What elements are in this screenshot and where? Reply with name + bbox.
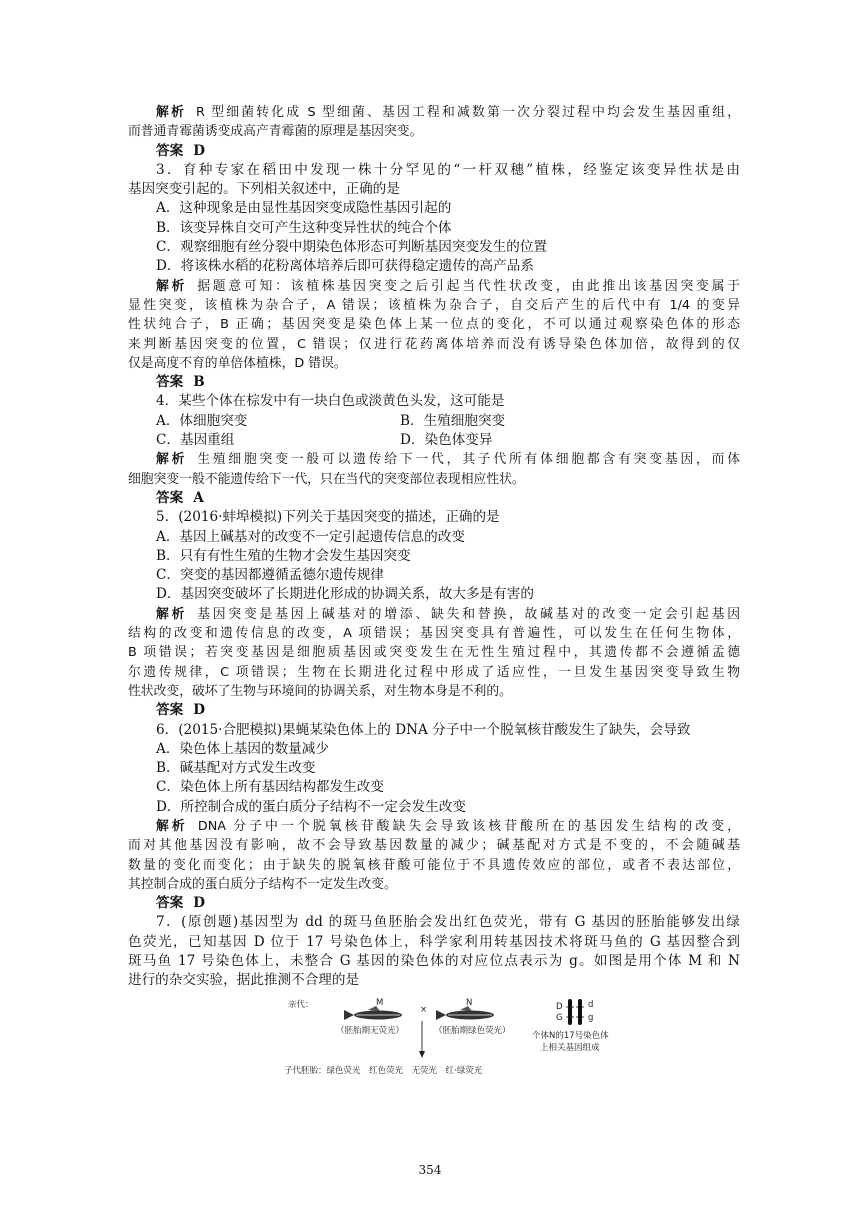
question-line [128,971,740,990]
line-text: 而对其他基因没有影响，故不会导致基因数量的减少；碱基配对方式是不变的，不会随碱基 [128,838,740,854]
analysis-line [128,470,740,489]
page-number: 354 [418,1163,442,1177]
line-text: 性状纯合子，B 正确；基因突变是染色体上某一位点的变化，不可以通过观察染色体的形态 [128,317,740,333]
answer-line [128,142,740,161]
analysis-tag: 解析 [156,105,187,120]
analysis-line [128,875,740,894]
chrom-d-label: d [588,999,594,1010]
line-text: D．将该株水稻的花粉离体培养后即可获得稳定遗传的高产品系 [156,258,534,275]
cross-diagram [128,993,740,1081]
line-text: C．突变的基因都遵循孟德尔遗传规律 [156,567,384,584]
analysis-line [128,836,740,855]
line-text: 其控制合成的蛋白质分子结构不一定发生改变。 [128,876,397,892]
line-text: 仅是高度不育的单倍体植株，D 错误。 [128,355,347,371]
page-content [128,103,740,1081]
option-text: C．基因重组 [156,432,235,449]
question-line [128,392,740,411]
line-text: B．只有有性生殖的生物才会发生基因突变 [156,547,411,564]
line-text: 据题意可知：该植株基因突变之后引起当代性状改变，由此推出该基因突变属于 [197,278,740,294]
option-line [128,798,740,817]
option-line [128,778,740,797]
line-text: 斑马鱼 17 号染色体上，未整合 G 基因的染色体的对应位点表示为 g。如图是用个体 M 和 N [128,953,740,970]
question-line [128,508,740,527]
arrow-down-icon [419,1021,425,1058]
line-text: 数量的变化而变化；由于缺失的脱氧核苷酸可能位于不具遗传效应的部位，或者不表达部位， [128,857,740,873]
line-text: D [193,702,205,719]
analysis-line [128,624,740,643]
option-line [128,566,740,585]
line-text: 基因突变引起的。下列相关叙述中，正确的是 [128,181,400,198]
line-text: 基因突变是基因上碱基对的增添、缺失和替换，故碱基对的改变一定会引起基因 [197,606,740,622]
line-text: C．染色体上所有基因结构都发生改变 [156,779,384,796]
line-text: 4．某些个体在棕发中有一块白色或淡黄色头发，这可能是 [156,393,505,410]
analysis-line [128,296,740,315]
answer-line [128,489,740,508]
option-text: D．染色体变异 [400,432,493,449]
answer-line [128,373,740,392]
option-line [128,759,740,778]
question-line [128,913,740,932]
answer-line [128,894,740,913]
analysis-line [128,315,740,334]
line-text: A．染色体上基因的数量减少 [156,740,329,757]
question-line [128,180,740,199]
line-text: D．基因突变破坏了长期进化形成的协调关系，故大多是有害的 [156,586,534,603]
line-text: D [193,142,205,159]
option-line [128,547,740,566]
option-line [128,585,740,604]
analysis-line [128,817,740,836]
line-text: 性状改变，破坏了生物与环境间的协调关系，对生物本身是不利的。 [128,683,512,699]
line-text: 5．(2016·蚌埠模拟)下列关于基因突变的描述，正确的是 [156,509,500,526]
line-text: A [193,489,204,506]
analysis-line [128,103,740,122]
line-text: B 项错误；若突变基因是细胞质基因或突变发生在无性生殖过程中，其遗传都不会遵循孟德 [128,645,740,661]
question-line [128,721,740,740]
chrom-caption-2: 上相关基因组成 [540,1042,600,1053]
line-text: C．观察细胞有丝分裂中期染色体形态可判断基因突变发生的位置 [156,239,548,256]
option-line [128,528,740,547]
line-text: 3．育种专家在稻田中发现一株十分罕见的“一杆双穗”植株，经鉴定该变异性状是由 [156,161,740,178]
line-text: 色荧光，已知基因 D 位于 17 号染色体上，科学家利用转基因技术将斑马鱼的 G 基因整合到 [128,933,740,950]
question-line [128,952,740,971]
cross-symbol: × [420,1004,428,1015]
answer-tag: 答案 [156,374,184,391]
line-text: B．碱基配对方式发生改变 [156,760,316,777]
line-text: R 型细菌转化成 S 型细菌、基因工程和减数第一次分裂过程中均会发生基因重组， [196,105,740,120]
cross-figure [128,993,740,1081]
line-text: B．该变异株自交可产生这种变异性状的纯合个体 [156,219,452,236]
line-text: 细胞突变一般不能遗传给下一代，只在当代的突变部位表现相应性状。 [128,471,525,487]
question-line [128,933,740,952]
option-text: A．体细胞突变 [156,412,248,429]
analysis-tag: 解析 [156,278,188,294]
chrom-g-label: g [588,1012,594,1023]
answer-tag: 答案 [156,702,184,719]
analysis-line [128,605,740,624]
analysis-tag: 解析 [156,452,188,468]
line-text: A．基因上碱基对的改变不一定引起遗传信息的改变 [156,528,465,545]
line-text: 生殖细胞突变一般可以遗传给下一代，其子代所有体细胞都含有突变基因，而体 [197,452,740,468]
question-line [128,161,740,180]
analysis-line [128,856,740,875]
fish-n-icon [436,1006,494,1020]
line-text: D [193,895,205,912]
line-text: 而普通青霉菌诱变成高产青霉菌的原理是基因突变。 [128,124,423,140]
m-label: M [376,997,384,1008]
line-text: DNA 分子中一个脱氧核苷酸缺失会导致该核苷酸所在的基因发生结构的改变， [197,818,740,834]
analysis-line [128,122,740,141]
option-line [128,219,740,238]
parents-label: 亲代： [288,999,314,1010]
line-text: 来判断基因突变的位置，C 错误；仅进行花药离体培养而没有诱导染色体加倍，故得到的仅 [128,336,740,352]
option-text: B．生殖细胞突变 [400,412,506,429]
answer-tag: 答案 [156,489,184,506]
option-line [128,740,740,759]
option-row [128,431,740,450]
line-text: A．这种现象是由显性基因突变成隐性基因引起的 [156,200,452,217]
analysis-line [128,335,740,354]
option-line [128,257,740,276]
analysis-line [128,450,740,469]
option-line [128,238,740,257]
chrom-D-label: D [556,1001,563,1012]
analysis-line [128,682,740,701]
answer-line [128,701,740,720]
analysis-line [128,663,740,682]
answer-tag: 答案 [156,895,184,912]
chromosome-pair-icon [566,999,584,1025]
offspring-label: 子代胚胎：绿色荧光 红色荧光 无荧光 红·绿荧光 [284,1065,483,1076]
analysis-tag: 解析 [156,606,188,622]
line-text: 进行的杂交实验，据此推测不合理的是 [128,972,360,989]
line-text: D．所控制合成的蛋白质分子结构不一定会发生改变 [156,798,466,815]
analysis-line [128,277,740,296]
m-caption: （胚胎期无荧光） [336,1025,405,1036]
chrom-caption-1: 个体N的17号染色体 [532,1030,609,1041]
line-text: B [193,374,205,391]
analysis-line [128,354,740,373]
line-text: 显性突变，该植株为杂合子，A 错误；该植株为杂合子，自交后产生的后代中有 1/4 的变异 [128,297,740,313]
n-label: N [466,997,473,1008]
line-text: 6．(2015·合肥模拟)果蝇某染色体上的 DNA 分子中一个脱氧核苷酸发生了缺失，会导致 [156,721,691,738]
line-text: 尔遗传规律，C 项错误；生物在长期进化过程中形成了适应性，一旦发生基因突变导致生物 [128,664,740,680]
fish-m-icon [344,1006,402,1020]
analysis-line [128,643,740,662]
answer-tag: 答案 [156,142,184,159]
option-row [128,412,740,431]
n-caption: （胚胎期绿色荧光） [434,1025,511,1036]
option-line [128,199,740,218]
analysis-tag: 解析 [156,818,188,834]
line-text: 7．(原创题)基因型为 dd 的斑马鱼胚胎会发出红色荧光，带有 G 基因的胚胎能够发出绿 [156,914,740,931]
chrom-G-label: G [556,1012,563,1023]
line-text: 结构的改变和遗传信息的改变，A 项错误；基因突变具有普遍性，可以发生在任何生物体， [128,626,740,642]
